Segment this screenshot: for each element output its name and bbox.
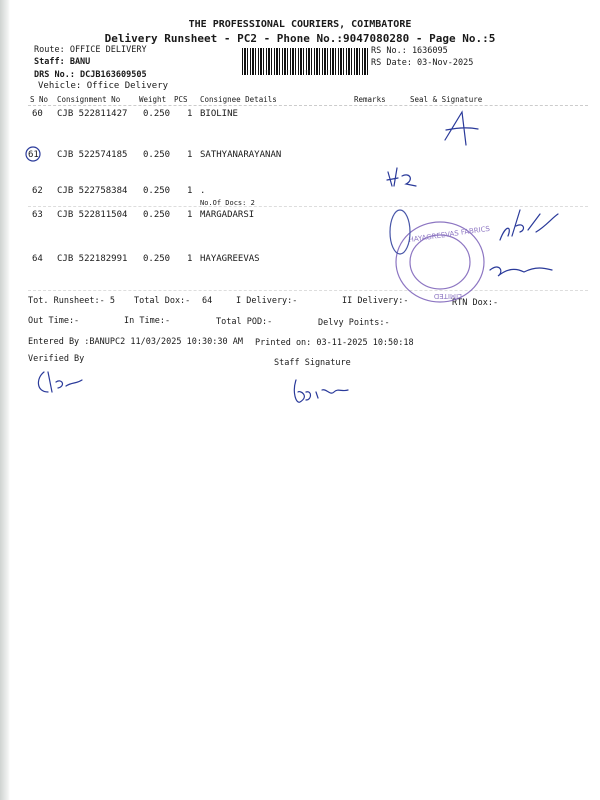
staff-signature: [294, 380, 348, 402]
weight: 0.250: [143, 150, 171, 160]
rs-date: RS Date: 03-Nov-2025: [371, 58, 474, 68]
sno: 63: [32, 210, 43, 220]
consignee: HAYAGREEVAS: [200, 254, 260, 264]
printed-on: Printed on: 03-11-2025 10:50:18: [255, 338, 414, 348]
signature-row-63: [500, 210, 558, 240]
circle-mark-61: [26, 147, 40, 161]
pcs: 1: [187, 186, 193, 196]
company-title: THE PROFESSIONAL COURIERS, COIMBATORE: [188, 19, 412, 30]
pcs: 1: [187, 150, 193, 160]
verified-by: Verified By: [28, 354, 85, 364]
ii-delivery: II Delivery:-: [342, 296, 409, 306]
runsheet-subtitle: Delivery Runsheet - PC2 - Phone No.:9047080280 - Page No.:5: [104, 32, 496, 45]
in-time: In Time:-: [124, 316, 171, 326]
col-remarks: Remarks: [354, 95, 386, 104]
company-seal: [390, 210, 491, 302]
drs-no: DRS No.: DCJB163609505: [34, 70, 147, 80]
sno: 64: [32, 254, 43, 264]
col-seal: Seal & Signature: [410, 95, 483, 104]
total-dox-value: 64: [202, 296, 213, 306]
consignment-no: CJB 522811427: [57, 109, 128, 119]
col-consignment: Consignment No: [57, 95, 121, 104]
pcs: 1: [187, 210, 193, 220]
out-time: Out Time:-: [28, 316, 80, 326]
initials-61: [387, 168, 416, 186]
staff-signature-label: Staff Signature: [274, 358, 351, 368]
consignment-no: CJB 522574185: [57, 150, 128, 160]
consignment-no: CJB 522758384: [57, 186, 128, 196]
svg-text:LIMITED: LIMITED: [433, 292, 462, 300]
signature-row-64: [490, 267, 552, 276]
weight: 0.250: [143, 109, 171, 119]
staff: Staff: BANU: [34, 57, 91, 67]
rtn-dox: RTN Dox:-: [452, 298, 499, 308]
sno: 62: [32, 186, 43, 196]
vehicle: Vehicle: Office Delivery: [38, 81, 169, 91]
weight: 0.250: [143, 186, 171, 196]
i-delivery: I Delivery:-: [236, 296, 298, 306]
rs-no: RS No.: 1636095: [371, 46, 448, 56]
doc-count-note: No.Of Docs: 2: [200, 199, 255, 207]
total-pod: Total POD:-: [216, 317, 273, 327]
signature-row-60: [445, 112, 478, 145]
weight: 0.250: [143, 210, 171, 220]
consignee: BIOLINE: [200, 109, 238, 119]
col-weight: Weight: [139, 95, 167, 104]
svg-text:HAYAGREEVAS FABRICS: HAYAGREEVAS FABRICS: [408, 224, 491, 245]
entered-by: Entered By :BANUPC2 11/03/2025 10:30:30 AM: [28, 337, 243, 347]
col-sno: S No: [30, 95, 49, 104]
consignee: MARGADARSI: [200, 210, 255, 220]
route: Route: OFFICE DELIVERY: [34, 45, 147, 55]
sno: 61: [28, 150, 39, 160]
total-dox-label: Total Dox:-: [134, 296, 191, 306]
delvy-points: Delvy Points:-: [318, 318, 390, 328]
consignment-no: CJB 522182991: [57, 254, 128, 264]
weight: 0.250: [143, 254, 171, 264]
verified-signature: [38, 372, 82, 392]
col-consignee: Consignee Details: [200, 95, 277, 104]
pcs: 1: [187, 254, 193, 264]
consignee: SATHYANARAYANAN: [200, 150, 282, 160]
consignment-no: CJB 522811504: [57, 210, 128, 220]
tot-runsheet: Tot. Runsheet:- 5: [28, 296, 115, 306]
col-pcs: PCS: [174, 95, 188, 104]
consignee: .: [200, 186, 206, 196]
pcs: 1: [187, 109, 193, 119]
sno: 60: [32, 109, 43, 119]
